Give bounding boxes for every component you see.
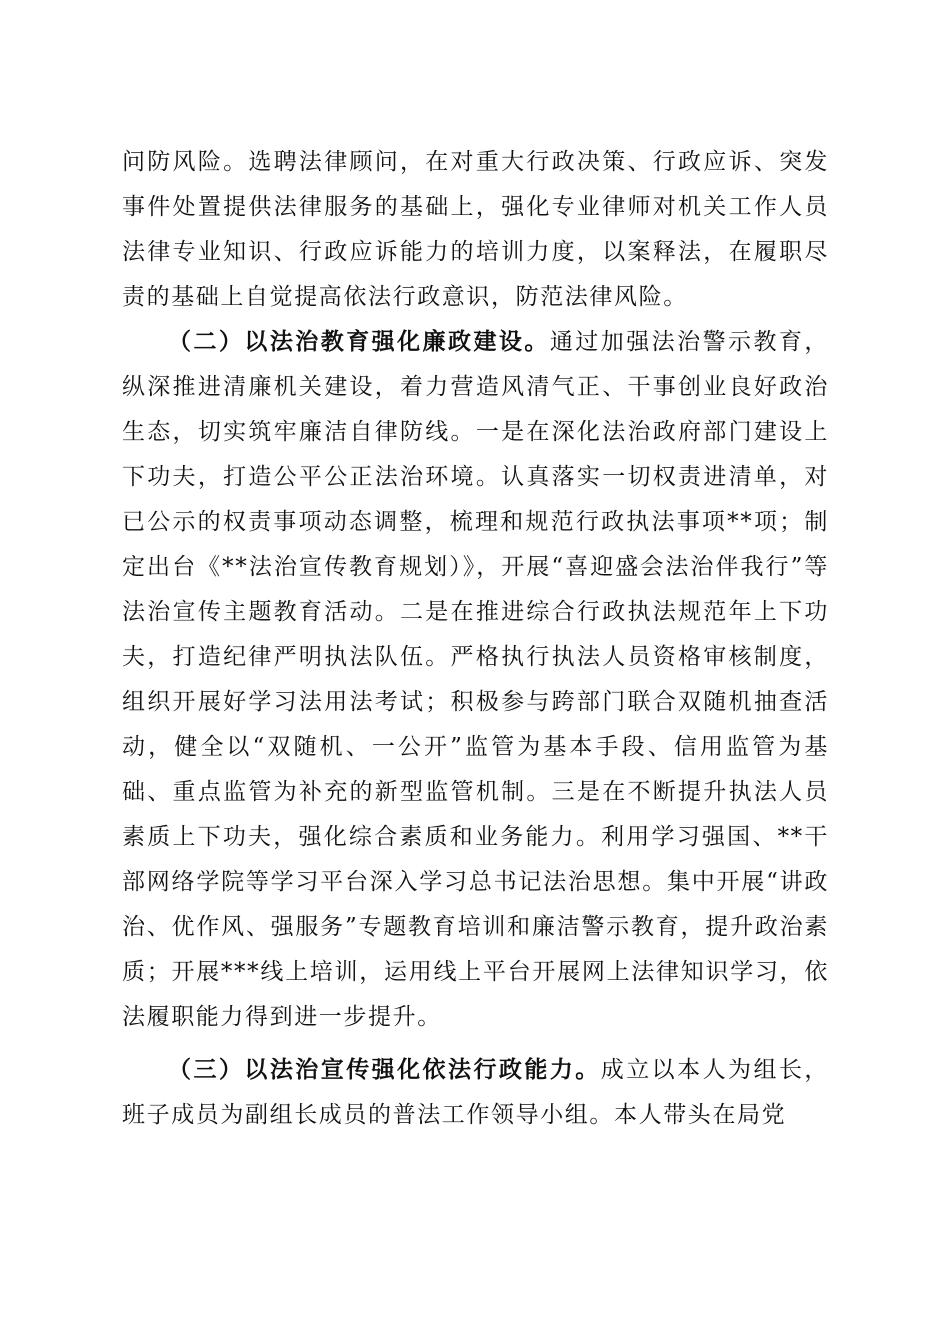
document-body bbox=[122, 140, 829, 1138]
paragraph-continuation: 问防风险。选聘法律顾问，在对重大行政决策、行政应诉、突发事件处置提供法律服务的基础上，强化专业律师对机关工作人员法律专业知识、行政应诉能力的培训力度，以案释法，在履职尽责的基础上自觉提高依法行政意识，防范法律风险。 bbox=[122, 149, 829, 310]
section-2-body: 通过加强法治警示教育，纵深推进清廉机关建设，着力营造风清气正、干事创业良好政治生态，切实筑牢廉洁自律防线。一是在深化法治政府部门建设上下功夫，打造公平公正法治环境。认真落实一切权责进清单，对已公示的权责事项动态调整，梳理和规范行政执法事项**项；制定出台《**法治宣传教育规划）》，开展“喜迎盛会法治伴我行”等法治宣传主题教育活动。二是在推进综合行政执法规范年上下功夫，打造纪律严明执法队伍。严格执行执法人员资格审核制度，组织开展好学习法用法考试；积极参与跨部门联合双随机抽查活动，健全以“双随机、一公开”监管为基本手段、信用监管为基础、重点监管为补充的新型监管机制。三是在不断提升执法人员素质上下功夫，强化综合素质和业务能力。利用学习强国、**干部网络学院等学习平台深入学习总书记法治思想。集中开展“讲政治、优作风、强服务”专题教育培训和廉洁警示教育，提升政治素质；开展***线上培训，运用线上平台开展网上法律知识学习，依法履职能力得到进一步提升。 bbox=[122, 329, 829, 1030]
paragraph-section-3 bbox=[122, 1048, 829, 1138]
section-2-heading: （二）以法治教育强化廉政建设。 bbox=[168, 329, 550, 355]
paragraph-section-2 bbox=[122, 320, 829, 1040]
section-3-body: 成立以本人为组长，班子成员为副组长成员的普法工作领导小组。本人带头在局党 bbox=[122, 1057, 829, 1128]
section-3-heading: （三）以法治宣传强化依法行政能力。 bbox=[168, 1057, 601, 1083]
